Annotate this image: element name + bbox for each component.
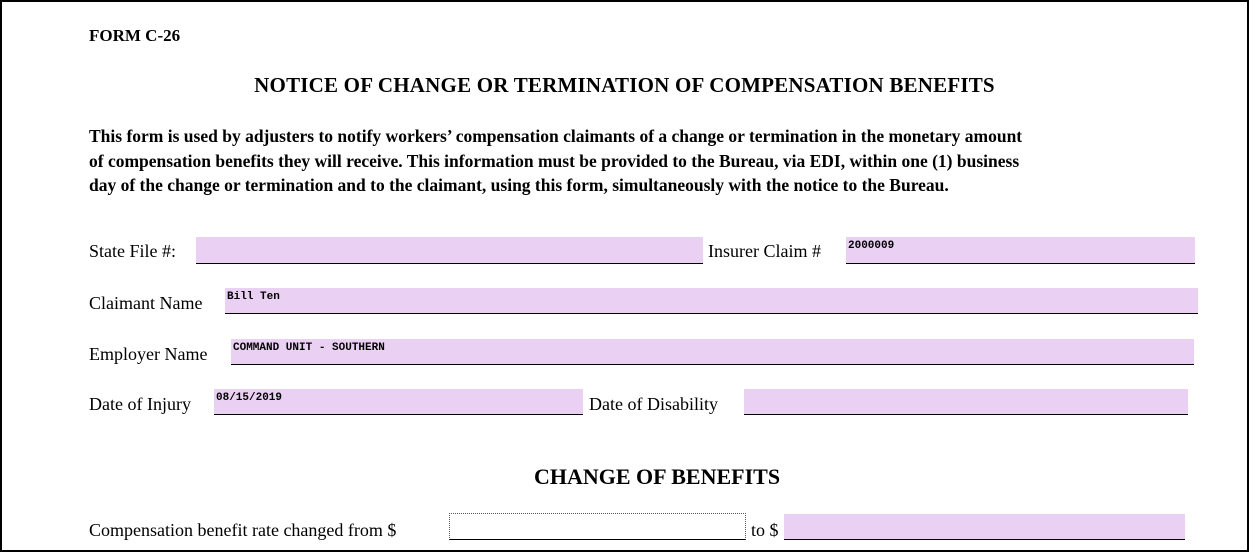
rate-from-input[interactable] <box>449 513 746 540</box>
form-number: FORM C-26 <box>89 26 181 45</box>
state-file-input[interactable] <box>196 237 703 264</box>
intro-line: This form is used by adjusters to notify workers’ compensation claimants of a change or termination in the monetary amount <box>89 126 1023 146</box>
rate-to-input[interactable] <box>784 514 1185 540</box>
employer-name-input[interactable]: COMMAND UNIT - SOUTHERN <box>231 339 1194 365</box>
rate-change-from-label: Compensation benefit rate changed from $ <box>89 520 397 540</box>
section-title: CHANGE OF BENEFITS <box>533 464 781 489</box>
form-title: NOTICE OF CHANGE OR TERMINATION OF COMPENSATION BENEFITS <box>254 73 995 97</box>
insurer-claim-label: Insurer Claim # <box>708 241 821 261</box>
intro-line: of compensation benefits they will receive. This information must be provided to the Bureau, via EDI, within one (1) business <box>89 150 1020 171</box>
date-of-disability-input[interactable] <box>744 389 1188 415</box>
insurer-claim-input[interactable]: 2000009 <box>846 237 1195 264</box>
rate-change-to-label: to $ <box>751 520 779 540</box>
employer-name-label: Employer Name <box>89 344 208 364</box>
intro-line: day of the change or termination and to the claimant, using this form, simultaneously with the notice to the Bureau. <box>89 175 949 195</box>
claimant-name-input[interactable]: Bill Ten <box>225 288 1198 314</box>
claimant-name-label: Claimant Name <box>89 293 203 313</box>
state-file-label: State File #: <box>89 241 176 261</box>
date-of-injury-label: Date of Injury <box>89 394 191 414</box>
intro-paragraph <box>89 124 1229 198</box>
date-of-disability-label: Date of Disability <box>589 394 718 414</box>
date-of-injury-input[interactable]: 08/15/2019 <box>214 389 583 415</box>
